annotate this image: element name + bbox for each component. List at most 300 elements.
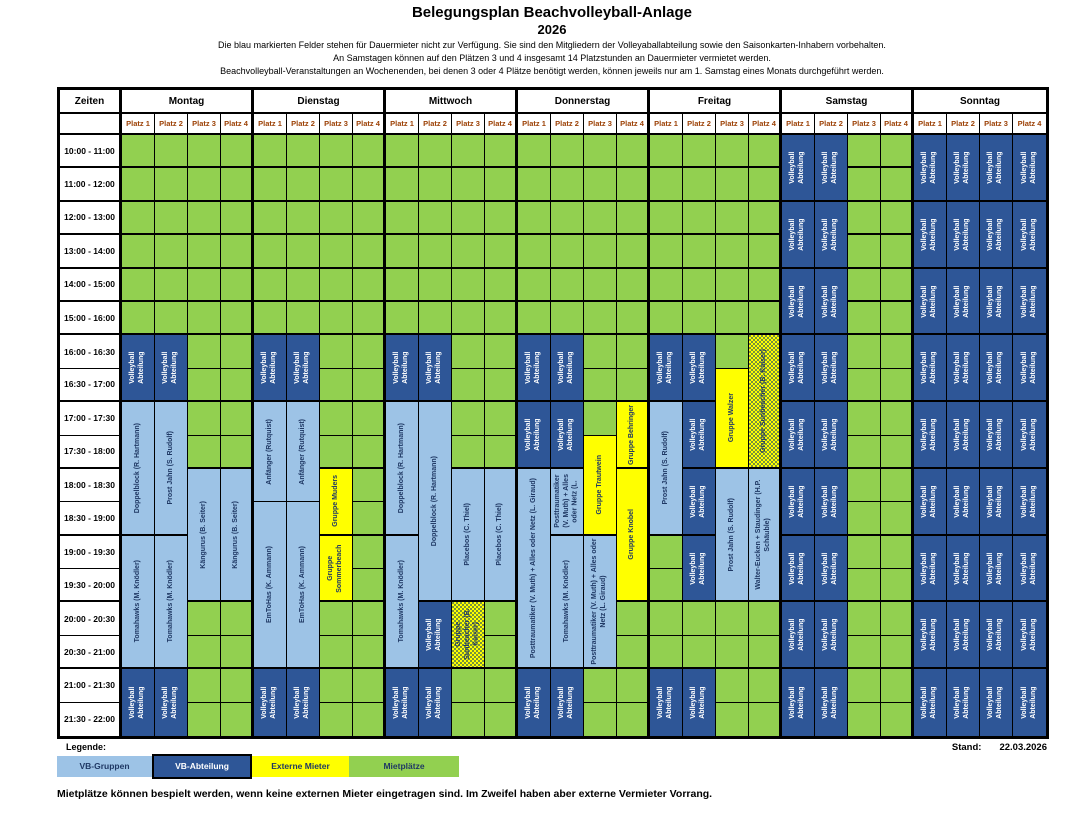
cell-grp-mittwoch-platz1-r9-label: Doppelblock (R. Hartmann) bbox=[397, 422, 405, 514]
cell-grp-dienstag-platz1-r9 bbox=[254, 402, 287, 502]
cell-miet-mittwoch-platz3-r17-0 bbox=[452, 669, 485, 702]
cell-miet-donnerstag-platz1-r1-5 bbox=[518, 302, 551, 335]
cell-ext-dienstag-platz3-r13 bbox=[320, 536, 353, 603]
cell-miet-donnerstag-platz4-r15-1 bbox=[617, 636, 650, 669]
cell-vbabt-mittwoch-platz2-r15-label: Volleyball Abteilung bbox=[426, 618, 442, 651]
cell-miet-donnerstag-platz4-r1-2 bbox=[617, 202, 650, 235]
cell-miet-dienstag-platz1-r1-3 bbox=[254, 235, 287, 268]
cell-miet-dienstag-platz3-r1-9 bbox=[320, 436, 353, 469]
cell-miet-freitag-platz4-r15-3 bbox=[749, 703, 782, 736]
cell-vbabt-samstag-platz2-r7 bbox=[815, 335, 848, 402]
cell-miet-samstag-platz3-r1-6 bbox=[848, 335, 881, 368]
cell-vbabt-sonntag-platz3-r1 bbox=[980, 135, 1013, 202]
platz-header-mittwoch-3-label: Platz 3 bbox=[456, 119, 480, 128]
cell-vbabt-sonntag-platz3-r17 bbox=[980, 669, 1013, 736]
cell-vbabt-sonntag-platz3-r13 bbox=[980, 536, 1013, 603]
cell-vbabt-sonntag-platz4-r1-label: Volleyball Abteilung bbox=[1020, 151, 1037, 184]
cell-miet-donnerstag-platz3-r1-5 bbox=[584, 302, 617, 335]
cell-miet-freitag-platz3-r1-3 bbox=[716, 235, 749, 268]
cell-miet-dienstag-platz2-r1-4 bbox=[287, 269, 320, 302]
cell-vbabt-sonntag-platz1-r9-label: Volleyball Abteilung bbox=[921, 418, 937, 451]
cell-vbabt-sonntag-platz2-r5-label: Volleyball Abteilung bbox=[954, 284, 970, 318]
cell-miet-dienstag-platz4-r1-7 bbox=[353, 369, 386, 402]
cell-miet-donnerstag-platz3-r1-2 bbox=[584, 202, 617, 235]
cell-vbabt-samstag-platz1-r11-label: Volleyball Abteilung bbox=[789, 485, 805, 518]
cell-vbabt-donnerstag-platz2-r9-label: Volleyball Abteilung bbox=[558, 418, 574, 451]
cell-miet-samstag-platz4-r1-9 bbox=[881, 436, 914, 469]
cell-miet-donnerstag-platz3-r1-8 bbox=[584, 402, 617, 435]
cell-vbabt-sonntag-platz4-r7-label: Volleyball Abteilung bbox=[1020, 351, 1037, 384]
day-header-samstag-label: Samstag bbox=[825, 95, 868, 107]
cell-grp-dienstag-platz2-r12-label: EmToHas (K. Ammann) bbox=[298, 546, 306, 624]
day-header-montag-label: Montag bbox=[168, 95, 205, 107]
cell-vbabt-samstag-platz1-r7 bbox=[782, 335, 815, 402]
cell-vbabt-sonntag-platz1-r15-label: Volleyball Abteilung bbox=[921, 618, 937, 651]
cell-vbabt-samstag-platz1-r3-label: Volleyball Abteilung bbox=[789, 218, 805, 251]
cell-miet-freitag-platz1-r1-4 bbox=[650, 269, 683, 302]
platz-header-mittwoch-4 bbox=[485, 114, 518, 135]
time-slot-2-label: 11:00 - 12:00 bbox=[64, 179, 115, 190]
cell-miet-montag-platz3-r1-4 bbox=[188, 269, 221, 302]
cell-miet-freitag-platz4-r15-0 bbox=[749, 602, 782, 635]
page-title: Belegungsplan Beachvolleyball-Anlage bbox=[411, 4, 693, 21]
cell-miet-donnerstag-platz2-r1-0 bbox=[551, 135, 584, 168]
cell-miet-montag-platz3-r1-1 bbox=[188, 168, 221, 201]
platz-header-dienstag-3-label: Platz 3 bbox=[324, 119, 348, 128]
time-slot-11 bbox=[60, 469, 122, 502]
cell-vbabt-sonntag-platz2-r11 bbox=[947, 469, 980, 536]
cell-miet-montag-platz3-r1-0 bbox=[188, 135, 221, 168]
platz-header-dienstag-1 bbox=[254, 114, 287, 135]
cell-miet-montag-platz4-r1-6 bbox=[221, 335, 254, 368]
cell-miet-samstag-platz4-r1-8 bbox=[881, 402, 914, 435]
zeiten-header-spacer bbox=[60, 114, 122, 135]
platz-header-freitag-3 bbox=[716, 114, 749, 135]
cell-vbabt-freitag-platz1-r7-label: Volleyball Abteilung bbox=[657, 351, 673, 384]
cell-vbabt-dienstag-platz1-r7 bbox=[254, 335, 287, 402]
platz-header-dienstag-3 bbox=[320, 114, 353, 135]
cell-miet-donnerstag-platz3-r1-6 bbox=[584, 335, 617, 368]
cell-miet-samstag-platz3-r1-8 bbox=[848, 402, 881, 435]
cell-vbabt-sonntag-platz2-r1 bbox=[947, 135, 980, 202]
time-slot-8 bbox=[60, 369, 122, 402]
cell-vbabt-sonntag-platz3-r11 bbox=[980, 469, 1013, 536]
day-header-mittwoch-label: Mittwoch bbox=[428, 95, 473, 107]
cell-vbabt-sonntag-platz1-r5 bbox=[914, 269, 947, 336]
legend-vb-gruppen: VB-Gruppen bbox=[57, 756, 152, 777]
cell-ext-freitag-platz3-r8 bbox=[716, 369, 749, 469]
cell-miet-mittwoch-platz4-r1-6 bbox=[485, 335, 518, 368]
cell-vbabt-sonntag-platz2-r15-label: Volleyball Abteilung bbox=[954, 618, 970, 651]
platz-header-samstag-2 bbox=[815, 114, 848, 135]
cell-miet-samstag-platz3-r1-12 bbox=[848, 536, 881, 569]
cell-miet-donnerstag-platz1-r1-4 bbox=[518, 269, 551, 302]
cell-miet-dienstag-platz4-r1-8 bbox=[353, 402, 386, 435]
day-header-dienstag-label: Dienstag bbox=[297, 95, 340, 107]
legend-title: Legende: bbox=[66, 742, 107, 752]
cell-miet-dienstag-platz2-r1-2 bbox=[287, 202, 320, 235]
cell-grp-donnerstag-platz1-r11-label: Posttraumatiker (V. Muth) + Alles oder Netz (L. Giraud) bbox=[529, 478, 537, 659]
cell-miet-dienstag-platz4-r1-10 bbox=[353, 469, 386, 502]
cell-vbabt-sonntag-platz1-r15 bbox=[914, 602, 947, 669]
cell-miet-freitag-platz1-r1-5 bbox=[650, 302, 683, 335]
platz-header-montag-4-label: Platz 4 bbox=[224, 119, 248, 128]
cell-vbabt-sonntag-platz4-r15-label: Volleyball Abteilung bbox=[1020, 618, 1037, 651]
platz-header-mittwoch-3 bbox=[452, 114, 485, 135]
cell-vbabt-montag-platz2-r17 bbox=[155, 669, 188, 736]
cell-grp-dienstag-platz2-r12 bbox=[287, 502, 320, 669]
cell-vbabt-samstag-platz2-r11-label: Volleyball Abteilung bbox=[822, 485, 838, 518]
cell-vbabt-sonntag-platz1-r7 bbox=[914, 335, 947, 402]
platz-header-montag-3-label: Platz 3 bbox=[192, 119, 216, 128]
cell-miet-donnerstag-platz1-r1-2 bbox=[518, 202, 551, 235]
cell-miet-mittwoch-platz2-r1-5 bbox=[419, 302, 452, 335]
time-slot-4-label: 13:00 - 14:00 bbox=[63, 245, 116, 256]
cell-miet-donnerstag-platz3-r1-7 bbox=[584, 369, 617, 402]
cell-vbabt-sonntag-platz3-r11-label: Volleyball Abteilung bbox=[987, 485, 1003, 518]
time-slot-14-label: 19:30 - 20:00 bbox=[63, 579, 116, 590]
cell-vbabt-samstag-platz2-r1-label: Volleyball Abteilung bbox=[822, 151, 838, 184]
cell-vbabt-samstag-platz1-r5 bbox=[782, 269, 815, 336]
cell-vbabt-samstag-platz2-r3-label: Volleyball Abteilung bbox=[822, 218, 838, 251]
cell-miet-samstag-platz3-r1-13 bbox=[848, 569, 881, 602]
cell-vbabt-donnerstag-platz1-r17-label: Volleyball Abteilung bbox=[525, 686, 541, 719]
cell-vbabt-sonntag-platz3-r17-label: Volleyball Abteilung bbox=[987, 686, 1003, 719]
cell-vbabt-dienstag-platz1-r17-label: Volleyball Abteilung bbox=[261, 686, 277, 719]
cell-miet-mittwoch-platz1-r1-1 bbox=[386, 168, 419, 201]
cell-miet-donnerstag-platz3-r17-1 bbox=[584, 703, 617, 736]
cell-vbabt-montag-platz2-r7 bbox=[155, 335, 188, 402]
time-slot-9 bbox=[60, 402, 122, 435]
cell-miet-mittwoch-platz3-r1-3 bbox=[452, 235, 485, 268]
cell-vbabt-mittwoch-platz2-r17 bbox=[419, 669, 452, 736]
cell-ext-donnerstag-platz4-r9-label: Gruppe Behringer bbox=[627, 404, 635, 465]
time-slot-1 bbox=[60, 135, 122, 168]
time-slot-10 bbox=[60, 436, 122, 469]
cell-miet-montag-platz2-r1-5 bbox=[155, 302, 188, 335]
cell-miet-freitag-platz4-r1-1 bbox=[749, 168, 782, 201]
cell-vbabt-samstag-platz1-r15 bbox=[782, 602, 815, 669]
platz-header-mittwoch-1 bbox=[386, 114, 419, 135]
platz-header-donnerstag-4-label: Platz 4 bbox=[620, 119, 644, 128]
cell-vbabt-sonntag-platz2-r9 bbox=[947, 402, 980, 469]
cell-miet-montag-platz4-r1-2 bbox=[221, 202, 254, 235]
cell-miet-montag-platz4-r1-1 bbox=[221, 168, 254, 201]
cell-miet-freitag-platz2-r1-3 bbox=[683, 235, 716, 268]
cell-vbabt-sonntag-platz4-r13-label: Volleyball Abteilung bbox=[1020, 551, 1037, 585]
day-header-freitag bbox=[650, 90, 782, 114]
cell-miet-dienstag-platz4-r1-11 bbox=[353, 502, 386, 535]
cell-vbabt-sonntag-platz3-r7 bbox=[980, 335, 1013, 402]
cell-miet-dienstag-platz1-r1-5 bbox=[254, 302, 287, 335]
cell-miet-mittwoch-platz4-r1-1 bbox=[485, 168, 518, 201]
cell-grp-mittwoch-platz2-r9 bbox=[419, 402, 452, 602]
platz-header-montag-4 bbox=[221, 114, 254, 135]
cell-miet-mittwoch-platz4-r1-8 bbox=[485, 402, 518, 435]
platz-header-donnerstag-3 bbox=[584, 114, 617, 135]
cell-grp-freitag-platz3-r11 bbox=[716, 469, 749, 603]
cell-grp-donnerstag-platz2-r11 bbox=[551, 469, 584, 536]
cell-miet-mittwoch-platz4-r1-9 bbox=[485, 436, 518, 469]
cell-miet-freitag-platz3-r15-3 bbox=[716, 703, 749, 736]
day-header-samstag bbox=[782, 90, 914, 114]
cell-miet-dienstag-platz4-r1-16 bbox=[353, 669, 386, 702]
cell-miet-montag-platz4-r1-7 bbox=[221, 369, 254, 402]
zeiten-header bbox=[60, 90, 122, 114]
cell-miet-mittwoch-platz3-r1-6 bbox=[452, 335, 485, 368]
platz-header-montag-2 bbox=[155, 114, 188, 135]
cell-miet-donnerstag-platz4-r1-3 bbox=[617, 235, 650, 268]
cell-vbabt-donnerstag-platz1-r9-label: Volleyball Abteilung bbox=[525, 418, 541, 451]
platz-header-montag-3 bbox=[188, 114, 221, 135]
platz-header-sonntag-3 bbox=[980, 114, 1013, 135]
cell-miet-samstag-platz4-r1-13 bbox=[881, 569, 914, 602]
cell-miet-mittwoch-platz3-r1-7 bbox=[452, 369, 485, 402]
cell-vbabt-samstag-platz2-r13 bbox=[815, 536, 848, 603]
cell-vbabt-sonntag-platz1-r3 bbox=[914, 202, 947, 269]
cell-miet-samstag-platz4-r1-12 bbox=[881, 536, 914, 569]
cell-miet-dienstag-platz3-r1-4 bbox=[320, 269, 353, 302]
cell-vbabt-freitag-platz2-r9 bbox=[683, 402, 716, 469]
cell-miet-montag-platz4-r15-1 bbox=[221, 636, 254, 669]
cell-miet-dienstag-platz1-r1-0 bbox=[254, 135, 287, 168]
cell-miet-dienstag-platz1-r1-2 bbox=[254, 202, 287, 235]
cell-miet-freitag-platz4-r1-5 bbox=[749, 302, 782, 335]
cell-vbabt-freitag-platz2-r13 bbox=[683, 536, 716, 603]
cell-vbabt-sonntag-platz3-r9-label: Volleyball Abteilung bbox=[987, 418, 1003, 451]
platz-header-montag-1-label: Platz 1 bbox=[126, 119, 150, 128]
cell-miet-freitag-platz3-r15-2 bbox=[716, 669, 749, 702]
cell-vbabt-donnerstag-platz1-r9 bbox=[518, 402, 551, 469]
cell-vbabt-dienstag-platz2-r7 bbox=[287, 335, 320, 402]
cell-vbabt-sonntag-platz1-r1-label: Volleyball Abteilung bbox=[921, 151, 937, 184]
cell-grp-mittwoch-platz1-r9 bbox=[386, 402, 419, 536]
cell-vbabt-freitag-platz1-r17-label: Volleyball Abteilung bbox=[657, 686, 673, 719]
cell-miet-dienstag-platz4-r1-9 bbox=[353, 436, 386, 469]
cell-miet-freitag-platz4-r1-3 bbox=[749, 235, 782, 268]
cell-vbabt-samstag-platz2-r9 bbox=[815, 402, 848, 469]
cell-miet-freitag-platz2-r15-0 bbox=[683, 602, 716, 635]
cell-miet-samstag-platz4-r1-15 bbox=[881, 636, 914, 669]
cell-miet-mittwoch-platz1-r1-4 bbox=[386, 269, 419, 302]
cell-miet-mittwoch-platz3-r17-1 bbox=[452, 703, 485, 736]
cell-miet-montag-platz1-r1-0 bbox=[122, 135, 155, 168]
time-slot-5 bbox=[60, 269, 122, 302]
cell-miet-montag-platz4-r1-0 bbox=[221, 135, 254, 168]
cell-vbabt-samstag-platz1-r17 bbox=[782, 669, 815, 736]
day-header-sonntag bbox=[914, 90, 1046, 114]
time-slot-15 bbox=[60, 602, 122, 635]
cell-miet-samstag-platz3-r1-4 bbox=[848, 269, 881, 302]
cell-miet-montag-platz3-r15-3 bbox=[188, 703, 221, 736]
cell-miet-dienstag-platz3-r15-2 bbox=[320, 669, 353, 702]
cell-miet-freitag-platz1-r1-1 bbox=[650, 168, 683, 201]
cell-miet-dienstag-platz2-r1-3 bbox=[287, 235, 320, 268]
cell-miet-montag-platz4-r1-8 bbox=[221, 402, 254, 435]
platz-header-donnerstag-2-label: Platz 2 bbox=[555, 119, 579, 128]
legend-mietplaetze: Mietplätze bbox=[349, 756, 459, 777]
cell-miet-mittwoch-platz4-r1-2 bbox=[485, 202, 518, 235]
cell-miet-samstag-platz4-r1-16 bbox=[881, 669, 914, 702]
cell-vbabt-sonntag-platz3-r5 bbox=[980, 269, 1013, 336]
cell-grp-freitag-platz3-r11-label: Prost Jahn (S. Rudolf) bbox=[727, 497, 735, 572]
cell-miet-montag-platz3-r1-9 bbox=[188, 436, 221, 469]
cell-vbabt-sonntag-platz4-r13 bbox=[1013, 536, 1046, 603]
cell-grp-montag-platz2-r9 bbox=[155, 402, 188, 536]
cell-vbabt-samstag-platz1-r13-label: Volleyball Abteilung bbox=[789, 551, 805, 585]
cell-miet-montag-platz3-r15-2 bbox=[188, 669, 221, 702]
cell-vbabt-mittwoch-platz1-r7-label: Volleyball Abteilung bbox=[393, 351, 409, 384]
cell-grp-mittwoch-platz4-r11-label: Placebos (C. Thiel) bbox=[495, 503, 503, 566]
cell-miet-mittwoch-platz4-r15-3 bbox=[485, 703, 518, 736]
cell-hatch-freitag-platz4-r7-label: Gruppe Sunbeacher (B. Kaiser) bbox=[759, 349, 767, 454]
cell-miet-montag-platz3-r1-3 bbox=[188, 235, 221, 268]
platz-header-samstag-4 bbox=[881, 114, 914, 135]
day-header-donnerstag-label: Donnerstag bbox=[554, 95, 611, 107]
cell-grp-donnerstag-platz2-r13 bbox=[551, 536, 584, 670]
cell-vbabt-samstag-platz1-r3 bbox=[782, 202, 815, 269]
cell-grp-mittwoch-platz2-r9-label: Doppelblock (R. Hartmann) bbox=[430, 456, 438, 547]
cell-miet-samstag-platz4-r1-6 bbox=[881, 335, 914, 368]
cell-vbabt-dienstag-platz1-r7-label: Volleyball Abteilung bbox=[261, 351, 277, 384]
cell-miet-dienstag-platz4-r1-3 bbox=[353, 235, 386, 268]
cell-miet-donnerstag-platz2-r1-2 bbox=[551, 202, 584, 235]
time-slot-10-label: 17:30 - 18:00 bbox=[63, 446, 116, 457]
cell-miet-dienstag-platz3-r15-1 bbox=[320, 636, 353, 669]
cell-vbabt-sonntag-platz1-r17 bbox=[914, 669, 947, 736]
day-header-sonntag-label: Sonntag bbox=[960, 95, 1000, 107]
cell-vbabt-samstag-platz2-r3 bbox=[815, 202, 848, 269]
cell-vbabt-sonntag-platz2-r17-label: Volleyball Abteilung bbox=[954, 686, 970, 719]
platz-header-samstag-3 bbox=[848, 114, 881, 135]
cell-miet-montag-platz2-r1-2 bbox=[155, 202, 188, 235]
cell-miet-samstag-platz4-r1-2 bbox=[881, 202, 914, 235]
cell-miet-samstag-platz3-r1-2 bbox=[848, 202, 881, 235]
cell-vbabt-samstag-platz1-r15-label: Volleyball Abteilung bbox=[789, 618, 805, 651]
cell-miet-dienstag-platz4-r1-17 bbox=[353, 703, 386, 736]
cell-vbabt-samstag-platz1-r7-label: Volleyball Abteilung bbox=[789, 351, 805, 384]
cell-miet-mittwoch-platz1-r1-5 bbox=[386, 302, 419, 335]
cell-vbabt-sonntag-platz1-r13-label: Volleyball Abteilung bbox=[921, 551, 937, 585]
cell-vbabt-mittwoch-platz1-r17-label: Volleyball Abteilung bbox=[393, 686, 409, 719]
cell-vbabt-freitag-platz2-r13-label: Volleyball Abteilung bbox=[690, 551, 706, 585]
cell-vbabt-samstag-platz2-r7-label: Volleyball Abteilung bbox=[822, 351, 838, 384]
cell-vbabt-freitag-platz2-r9-label: Volleyball Abteilung bbox=[690, 418, 706, 451]
cell-miet-samstag-platz4-r1-10 bbox=[881, 469, 914, 502]
time-slot-2 bbox=[60, 168, 122, 201]
cell-vbabt-sonntag-platz1-r3-label: Volleyball Abteilung bbox=[921, 218, 937, 251]
time-slot-9-label: 17:00 - 17:30 bbox=[63, 413, 116, 424]
time-slot-17-label: 21:00 - 21:30 bbox=[63, 680, 116, 691]
cell-vbabt-sonntag-platz3-r9 bbox=[980, 402, 1013, 469]
time-slot-1-label: 10:00 - 11:00 bbox=[64, 145, 115, 156]
cell-miet-samstag-platz4-r1-17 bbox=[881, 703, 914, 736]
cell-miet-freitag-platz3-r15-0 bbox=[716, 602, 749, 635]
cell-miet-montag-platz4-r15-2 bbox=[221, 669, 254, 702]
cell-grp-montag-platz4-r11-label: Kängurus (B. Seiter) bbox=[231, 500, 239, 569]
cell-miet-montag-platz2-r1-4 bbox=[155, 269, 188, 302]
cell-miet-donnerstag-platz2-r1-5 bbox=[551, 302, 584, 335]
cell-miet-donnerstag-platz2-r1-1 bbox=[551, 168, 584, 201]
platz-header-mittwoch-4-label: Platz 4 bbox=[488, 119, 512, 128]
cell-vbabt-sonntag-platz4-r9 bbox=[1013, 402, 1046, 469]
cell-vbabt-sonntag-platz3-r13-label: Volleyball Abteilung bbox=[987, 551, 1003, 585]
platz-header-sonntag-1 bbox=[914, 114, 947, 135]
platz-header-sonntag-2-label: Platz 2 bbox=[951, 119, 975, 128]
time-slot-5-label: 14:00 - 15:00 bbox=[63, 279, 116, 290]
cell-grp-montag-platz3-r11-label: Kängurus (B. Seiter) bbox=[199, 500, 207, 569]
cell-grp-mittwoch-platz3-r11-label: Placebos (C. Thiel) bbox=[463, 503, 471, 566]
cell-vbabt-sonntag-platz2-r17 bbox=[947, 669, 980, 736]
platz-header-freitag-4-label: Platz 4 bbox=[752, 119, 776, 128]
cell-miet-donnerstag-platz3-r17-0 bbox=[584, 669, 617, 702]
cell-miet-montag-platz3-r1-6 bbox=[188, 335, 221, 368]
cell-vbabt-sonntag-platz2-r9-label: Volleyball Abteilung bbox=[954, 418, 970, 451]
cell-hatch-mittwoch-platz3-r15 bbox=[452, 602, 485, 669]
cell-grp-dienstag-platz1-r12-label: EmToHas (K. Ammann) bbox=[265, 546, 273, 624]
footer-note: Mietplätze können bespielt werden, wenn keine externen Mieter eingetragen sind. Im Zweifel haben aber externe Vermieter Vorrang. bbox=[57, 788, 713, 800]
cell-ext-dienstag-platz3-r11-label: Gruppe Muders bbox=[331, 475, 339, 528]
cell-miet-dienstag-platz3-r1-1 bbox=[320, 168, 353, 201]
cell-miet-dienstag-platz3-r15-3 bbox=[320, 703, 353, 736]
cell-miet-dienstag-platz4-r1-5 bbox=[353, 302, 386, 335]
cell-miet-montag-platz1-r1-4 bbox=[122, 269, 155, 302]
cell-vbabt-sonntag-platz2-r3 bbox=[947, 202, 980, 269]
platz-header-dienstag-4 bbox=[353, 114, 386, 135]
cell-grp-freitag-platz4-r11 bbox=[749, 469, 782, 603]
cell-grp-montag-platz1-r9 bbox=[122, 402, 155, 536]
cell-vbabt-sonntag-platz2-r7 bbox=[947, 335, 980, 402]
cell-vbabt-sonntag-platz3-r5-label: Volleyball Abteilung bbox=[987, 284, 1003, 318]
cell-vbabt-dienstag-platz1-r17 bbox=[254, 669, 287, 736]
cell-grp-montag-platz1-r13-label: Tomahawks (M. Knödler) bbox=[133, 560, 141, 643]
cell-vbabt-samstag-platz2-r15-label: Volleyball Abteilung bbox=[822, 618, 838, 651]
stand-label: Stand: bbox=[951, 742, 982, 753]
cell-miet-dienstag-platz3-r1-6 bbox=[320, 335, 353, 368]
platz-header-freitag-3-label: Platz 3 bbox=[720, 119, 744, 128]
platz-header-samstag-3-label: Platz 3 bbox=[852, 119, 876, 128]
platz-header-freitag-1 bbox=[650, 114, 683, 135]
cell-vbabt-mittwoch-platz2-r7 bbox=[419, 335, 452, 402]
time-slot-12-label: 18:30 - 19:00 bbox=[63, 512, 116, 523]
cell-miet-montag-platz3-r1-5 bbox=[188, 302, 221, 335]
platz-header-dienstag-1-label: Platz 1 bbox=[258, 119, 282, 128]
time-slot-14 bbox=[60, 569, 122, 602]
cell-miet-mittwoch-platz3-r1-0 bbox=[452, 135, 485, 168]
cell-miet-dienstag-platz4-r1-1 bbox=[353, 168, 386, 201]
time-slot-17 bbox=[60, 669, 122, 702]
cell-miet-dienstag-platz4-r1-12 bbox=[353, 536, 386, 569]
time-slot-7 bbox=[60, 335, 122, 368]
cell-vbabt-samstag-platz2-r13-label: Volleyball Abteilung bbox=[822, 551, 838, 585]
cell-miet-freitag-platz3-r1-0 bbox=[716, 135, 749, 168]
cell-miet-mittwoch-platz2-r1-3 bbox=[419, 235, 452, 268]
cell-miet-donnerstag-platz4-r15-0 bbox=[617, 602, 650, 635]
platz-header-dienstag-2-label: Platz 2 bbox=[291, 119, 315, 128]
platz-header-donnerstag-1 bbox=[518, 114, 551, 135]
cell-vbabt-mittwoch-platz2-r17-label: Volleyball Abteilung bbox=[426, 686, 442, 719]
platz-header-samstag-1-label: Platz 1 bbox=[786, 119, 810, 128]
platz-header-freitag-1-label: Platz 1 bbox=[654, 119, 678, 128]
platz-header-donnerstag-2 bbox=[551, 114, 584, 135]
cell-miet-samstag-platz3-r1-7 bbox=[848, 369, 881, 402]
cell-miet-dienstag-platz3-r1-8 bbox=[320, 402, 353, 435]
cell-vbabt-sonntag-platz3-r1-label: Volleyball Abteilung bbox=[987, 151, 1003, 184]
cell-grp-dienstag-platz2-r9-label: Anfänger (Rutquist) bbox=[298, 418, 306, 485]
platz-header-sonntag-4 bbox=[1013, 114, 1046, 135]
cell-miet-montag-platz2-r1-3 bbox=[155, 235, 188, 268]
cell-miet-donnerstag-platz1-r1-1 bbox=[518, 168, 551, 201]
